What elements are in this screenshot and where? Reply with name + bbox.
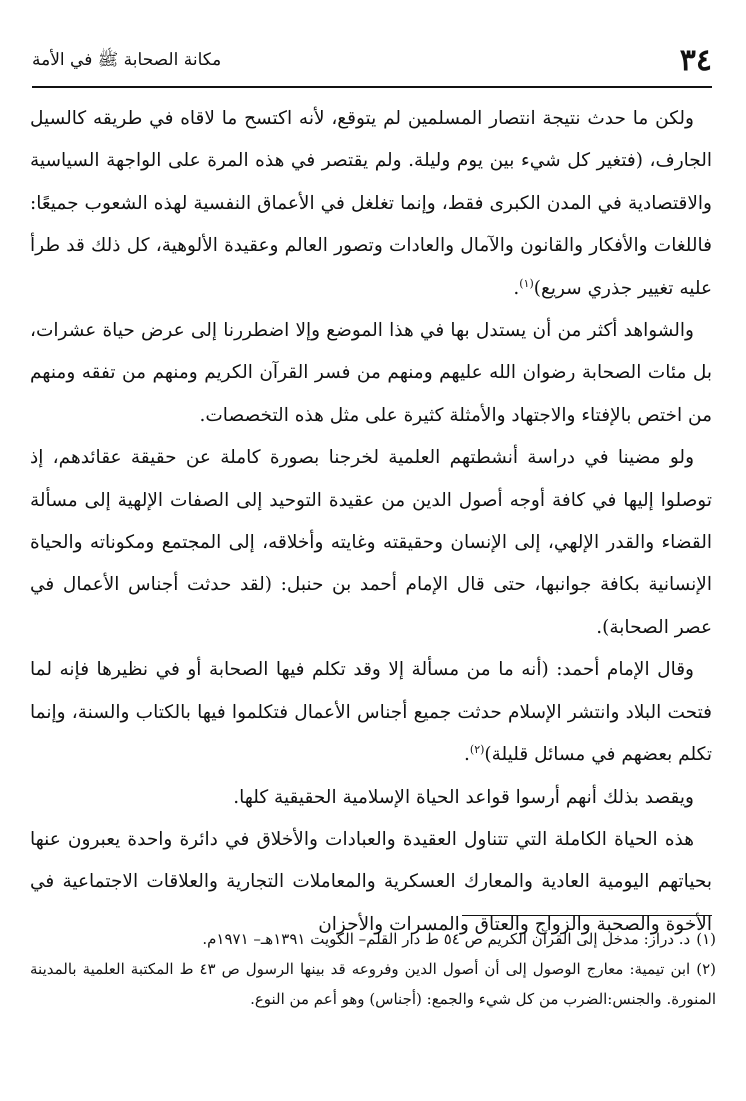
footnote-separator	[462, 915, 712, 916]
paragraph-text: هذه الحياة الكاملة التي تتناول العقيدة والعبادات والأخلاق في دائرة واحدة يعبرون عنها بحياتهم اليومية العادية والمعارك العسكرية والمعاملات التجارية والعلاقات الاجتماعية في الأخوة والصحبة والزواج والعتاق والمسرات والأحزان	[30, 828, 712, 935]
running-title: مكانة الصحابة ﷺ في الأمة	[32, 50, 222, 70]
footnote-text: ابن تيمية: معارج الوصول إلى أن أصول الدين وفروعه قد بينها الرسول ص ٤٣ ط المكتبة العلمية بالمدينة المنورة. والجنس:الضرب من كل شيء والجمع: (أجناس) وهو أعم من النوع.	[30, 960, 716, 1008]
footnote-ref: (٢)	[469, 742, 485, 756]
footnote-ref: (١)	[519, 276, 534, 290]
header-rule	[32, 86, 712, 88]
paragraph-text: والشواهد أكثر من أن يستدل بها في هذا الموضع وإلا اضطررنا إلى عرض حياة عشرات، بل مئات الصحابة رضوان الله عليهم ومنهم من فسر القرآن الكريم ومنهم من تفقه ومنهم من اختص بالإفتاء والاجتهاد والأمثلة كثيرة على مثل هذه التخصصات.	[30, 320, 712, 426]
footnote-text: د. دراز: مدخل إلى القرآن الكريم ص ٥٤ ط دار القلم– الكويت ١٣٩١هـ– ١٩٧١م.	[202, 930, 691, 948]
paragraph	[30, 98, 712, 310]
paragraph-text: ويقصد بذلك أنهم أرسوا قواعد الحياة الإسلامية الحقيقية كلها.	[233, 786, 694, 808]
footnote	[30, 924, 716, 954]
page-number: ٣٤	[679, 43, 712, 78]
body-text	[30, 98, 712, 946]
paragraph	[30, 310, 712, 437]
paragraph-text: ولو مضينا في دراسة أنشطتهم العلمية لخرجنا بصورة كاملة عن حقيقة عقائدهم، إذ توصلوا إليها في كافة أوجه أصول الدين من عقيدة التوحيد إلى الصفات الإلهية إلى مسألة القضاء والقدر الإلهي، إلى الإنسان وحقيقته وغايته وأخلاقه، إلى المجتمع ومكوناته والحياة الإنسانية بكافة جوانبها، حتى قال الإمام أحمد بن حنبل: (لقد حدثت أجناس الأعمال في عصر الصحابة).	[30, 447, 712, 638]
footnote-marker: (١)	[696, 930, 716, 948]
footnote	[30, 954, 716, 1014]
paragraph	[30, 777, 712, 819]
paragraph-tail: .	[464, 744, 470, 766]
paragraph	[30, 649, 712, 776]
page-header	[32, 40, 712, 80]
footnote-marker: (٢)	[696, 960, 716, 978]
paragraph-text: ولكن ما حدث نتيجة انتصار المسلمين لم يتوقع، لأنه اكتسح ما لاقاه في طريقه كالسيل الجارف، (فتغير كل شيء بين يوم وليلة. ولم يقتصر في هذه المرة على الواجهة السياسية والاقتصادية في المدن الكبرى فقط، وإنما تغلغل في الأعماق النفسية لهذه الشعوب جميعًا: فاللغات والأفكار والقانون والآمال والعادات وتصور العالم وعقيدة الألوهية، كل ذلك قد طرأ عليه تغيير جذري سريع)	[30, 108, 712, 299]
paragraph-tail: .	[513, 277, 520, 299]
footnotes	[30, 924, 716, 1014]
paragraph-text: وقال الإمام أحمد: (أنه ما من مسألة إلا وقد تكلم فيها الصحابة أو في نظيرها فإنه لما فتحت البلاد وانتشر الإسلام حدثت جميع أجناس الأعمال فتكلموا فيها بالكتاب والسنة، وإنما تكلم بعضهم في مسائل قليلة)	[30, 659, 712, 766]
paragraph	[30, 437, 712, 649]
